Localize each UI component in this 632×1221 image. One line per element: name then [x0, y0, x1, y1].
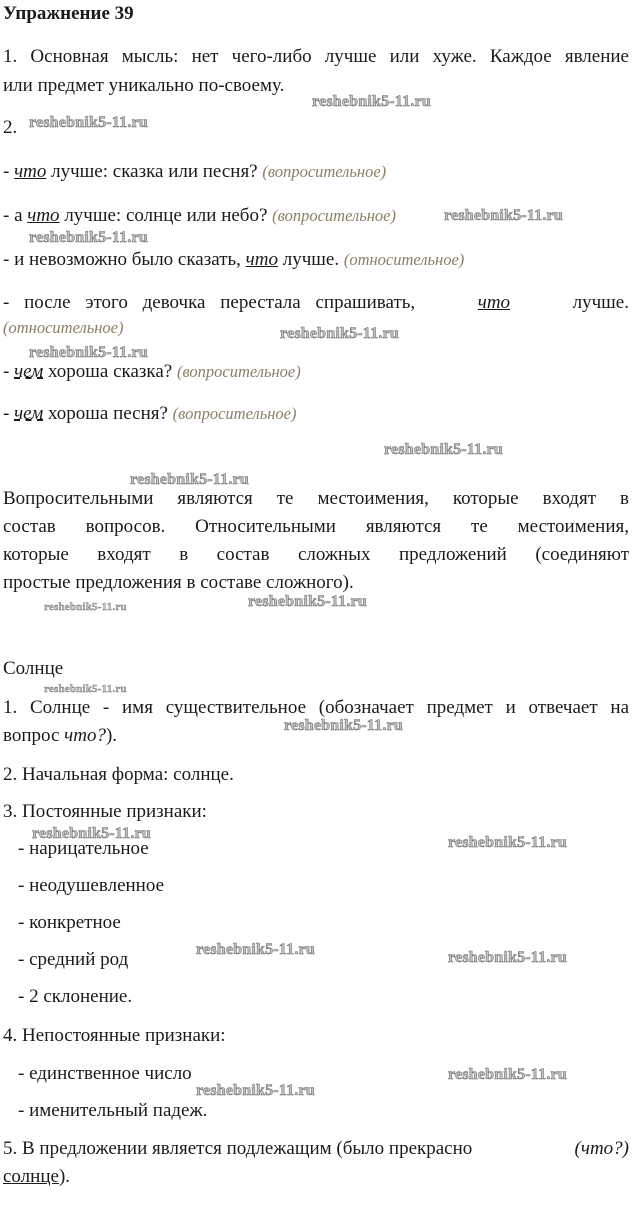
variable-feature: - единственное число: [18, 1063, 192, 1084]
watermark: reshebnik5-11.ru: [448, 949, 567, 966]
watermark: reshebnik5-11.ru: [44, 601, 127, 613]
analysis-point-1-line-1: 1. Солнце - имя существительное (обозначает предмет и отвечает на: [3, 697, 629, 718]
example-6: [3, 403, 296, 425]
explanation-line-2: состав вопросов. Относительными являются те местоимения,: [3, 516, 629, 537]
watermark: reshebnik5-11.ru: [448, 834, 567, 851]
analysis-point-5-line-1: [3, 1138, 629, 1160]
question-prefix: вопрос: [3, 725, 65, 746]
pronoun: что: [245, 249, 278, 270]
pronoun: что: [27, 205, 60, 226]
explanation-line-3: которые входят в состав сложных предложений (соединяют: [3, 544, 629, 565]
analysis-word: Солнце: [3, 658, 64, 679]
watermark: reshebnik5-11.ru: [29, 229, 148, 246]
analysis-point-3: 3. Постоянные признаки:: [3, 801, 207, 822]
point-5-question: (что?): [574, 1138, 629, 1159]
pronoun-type: (вопросительное): [272, 206, 396, 225]
example-prefix: - после этого девочка перестала спрашивать,: [3, 292, 416, 313]
pronoun-type: (вопросительное): [262, 162, 387, 181]
pronoun: что: [14, 161, 47, 182]
watermark: reshebnik5-11.ru: [384, 441, 503, 458]
example-rest: хороша сказка?: [43, 361, 173, 382]
example-4: [3, 292, 629, 314]
pronoun: чем: [14, 361, 44, 382]
point-5-end: ).: [58, 1166, 71, 1187]
example-rest: лучше: сказка или песня?: [46, 161, 258, 182]
analysis-point-1-line-2: [3, 725, 117, 747]
watermark: reshebnik5-11.ru: [444, 207, 563, 224]
example-rest: хороша песня?: [43, 403, 168, 424]
point-5-text: 5. В предложении является подлежащим (было прекрасно: [3, 1138, 473, 1159]
example-rest: лучше.: [572, 292, 629, 313]
variable-feature: - именительный падеж.: [18, 1100, 208, 1121]
pronoun-type: (относительное): [343, 250, 465, 269]
watermark: reshebnik5-11.ru: [280, 325, 399, 342]
watermark: reshebnik5-11.ru: [130, 471, 249, 488]
watermark: reshebnik5-11.ru: [29, 114, 148, 131]
watermark: reshebnik5-11.ru: [29, 344, 148, 361]
example-prefix: - и невозможно было сказать,: [3, 249, 246, 270]
example-rest: лучше: солнце или небо?: [59, 205, 268, 226]
watermark: reshebnik5-11.ru: [196, 941, 315, 958]
example-rest: лучше.: [277, 249, 340, 270]
watermark: reshebnik5-11.ru: [312, 93, 431, 110]
question-word: что?: [64, 725, 106, 746]
main-idea-line-1: 1. Основная мысль: нет чего-либо лучше или хуже. Каждое явление: [3, 46, 629, 67]
example-prefix: - а: [3, 205, 28, 226]
analysis-point-5-line-2: [3, 1166, 70, 1188]
watermark: reshebnik5-11.ru: [248, 593, 367, 610]
example-2: [3, 205, 396, 227]
point-2-label: 2.: [3, 117, 18, 138]
pronoun-type: (относительное): [3, 318, 124, 337]
constant-feature: - неодушевленное: [18, 875, 164, 896]
page-title: Упражнение 39: [3, 3, 134, 24]
question-end: ).: [105, 725, 118, 746]
pronoun-type: (вопросительное): [176, 362, 301, 381]
example-prefix: -: [3, 161, 15, 182]
constant-feature: - 2 склонение.: [18, 986, 133, 1007]
constant-feature: - конкретное: [18, 912, 121, 933]
pronoun: что: [477, 292, 511, 313]
subject-word: солнце: [3, 1166, 59, 1187]
watermark: reshebnik5-11.ru: [448, 1066, 567, 1083]
analysis-point-4: 4. Непостоянные признаки:: [3, 1025, 226, 1046]
pronoun-type: (вопросительное): [172, 404, 297, 423]
watermark: reshebnik5-11.ru: [284, 717, 403, 734]
example-prefix: -: [3, 361, 15, 382]
explanation-line-1: Вопросительными являются те местоимения, которые входят в: [3, 488, 629, 509]
constant-feature: - нарицательное: [18, 838, 149, 859]
pronoun: чем: [14, 403, 44, 424]
example-3: [3, 249, 464, 271]
watermark: reshebnik5-11.ru: [44, 683, 127, 695]
example-5: [3, 361, 301, 383]
example-prefix: -: [3, 403, 15, 424]
example-4-type-line: [3, 317, 123, 339]
example-1: [3, 161, 386, 183]
constant-feature: - средний род: [18, 949, 129, 970]
watermark: reshebnik5-11.ru: [196, 1082, 315, 1099]
analysis-point-2: 2. Начальная форма: солнце.: [3, 764, 234, 785]
main-idea-line-2: или предмет уникально по-своему.: [3, 75, 285, 96]
watermark: reshebnik5-11.ru: [32, 825, 151, 842]
explanation-line-4: простые предложения в составе сложного).: [3, 572, 354, 593]
